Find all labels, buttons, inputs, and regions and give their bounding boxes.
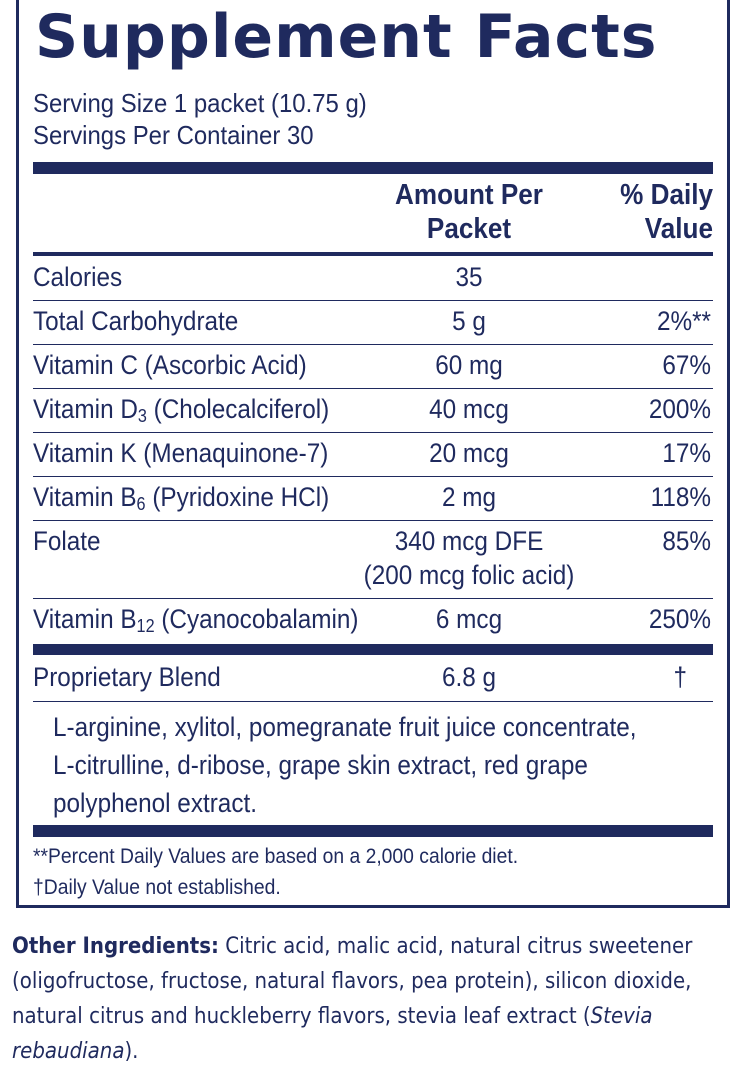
vitamin-d-form: (Cholecalciferol) [146,394,330,424]
vitamin-d-subscript: 3 [137,406,147,426]
row-amount-folate: 340 mcg DFE [394,526,544,556]
row-divider [33,701,713,702]
row-divider [33,432,713,433]
row-dv-vitamin-b12: 250% [648,604,711,634]
row-divider [33,300,713,301]
other-ingredients [12,929,723,1069]
divider-thick [33,644,713,655]
blend-dv: † [673,662,687,692]
row-name-vitamin-b12 [33,604,359,637]
header-amount-line2: Packet [426,213,512,245]
vitamin-b12-label: Vitamin B [33,604,137,634]
row-name-vitamin-d3 [33,394,329,427]
row-amount-folate-folic-acid: (200 mcg folic acid) [363,560,575,590]
row-name-folate: Folate [33,526,101,556]
row-dv-carbohydrate: 2%** [656,306,711,336]
row-amount-vitamin-c: 60 mg [435,350,503,380]
row-dv-vitamin-c: 67% [662,350,711,380]
row-name-vitamin-c: Vitamin C (Ascorbic Acid) [33,350,307,380]
header-dv-line2: Value [644,213,713,245]
header-amount [361,178,577,246]
row-amount-carbohydrate: 5 g [452,306,486,336]
servings-per-container: Servings Per Container 30 [33,120,314,150]
row-name-carbohydrate: Total Carbohydrate [33,306,239,336]
row-divider [33,520,713,521]
row-divider [33,598,713,599]
blend-amount: 6.8 g [441,662,497,692]
row-divider [33,476,713,477]
footnote-percent-dv: **Percent Daily Values are based on a 2,000 calorie diet. [33,845,519,868]
row-amount-vitamin-d3: 40 mcg [429,394,509,424]
row-dv-vitamin-d3: 200% [648,394,711,424]
panel-title: Supplement Facts [35,2,658,72]
blend-ingredients: L-arginine, xylitol, pomegranate fruit juice concentrate, L-citrulline, d-ribose, grape skin extract, red grape polyphenol extract. [53,712,637,818]
row-dv-vitamin-b6: 118% [650,482,711,512]
header-amount-line1: Amount Per [395,179,543,211]
other-ingredients-species: Stevia rebaudiana [12,1004,653,1064]
vitamin-b6-form: (Pyridoxine HCl) [145,482,330,512]
footnote-not-established: †Daily Value not established. [33,876,281,899]
row-amount-vitamin-b6: 2 mg [441,482,497,512]
row-divider [33,344,713,345]
serving-size: Serving Size 1 packet (10.75 g) [33,88,367,118]
row-name-vitamin-k: Vitamin K (Menaquinone-7) [33,438,329,468]
vitamin-b12-subscript: 12 [136,616,155,636]
header-dv-line1: % Daily [620,179,713,211]
header-daily-value [605,178,713,246]
vitamin-b6-label: Vitamin B [33,482,137,512]
row-amount-vitamin-k: 20 mcg [429,438,509,468]
other-ingredients-text: Citric acid, malic acid, natural citrus sweetener (oligofructose, fructose, natural flavors, pea protein), silicon dioxide, natural citrus and huckleberry flavors, stevia leaf extract ( [12,934,693,1029]
vitamin-d-label: Vitamin D [33,394,138,424]
blend-name: Proprietary Blend [33,662,221,692]
vitamin-b6-subscript: 6 [136,494,146,514]
supplement-facts-panel [16,0,730,908]
row-name-calories: Calories [33,262,123,292]
divider-medium [33,252,713,256]
row-dv-vitamin-k: 17% [662,438,711,468]
row-dv-folate: 85% [662,526,711,556]
row-divider [33,388,713,389]
divider-thick [33,162,713,174]
row-name-vitamin-b6 [33,482,329,515]
row-amount-vitamin-b12: 6 mcg [435,604,503,634]
other-ingredients-label: Other Ingredients: [12,934,219,959]
other-ingredients-end: ). [124,1039,139,1064]
row-amount-calories: 35 [455,262,483,292]
divider-thick [33,825,713,837]
vitamin-b12-form: (Cyanocobalamin) [154,604,359,634]
